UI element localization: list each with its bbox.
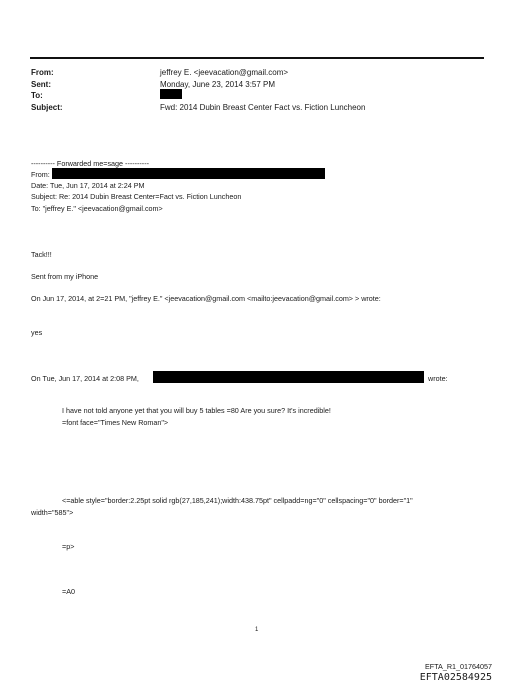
table-markup-line-1: <=able style="border:2.25pt solid rgb(27,185,241);width:438.75pt" cellpadd=ng="0" cellspacing="0" border="1" bbox=[62, 496, 413, 505]
subject-value: Fwd: 2014 Dubin Breast Center Fact vs. Fiction Luncheon bbox=[160, 103, 366, 112]
forwarded-from-redaction bbox=[52, 168, 325, 179]
a0-text: =A0 bbox=[62, 587, 75, 596]
reply-sender-redaction bbox=[153, 371, 424, 383]
subject-label: Subject: bbox=[31, 103, 63, 112]
sent-value: Monday, June 23, 2014 3:57 PM bbox=[160, 80, 276, 89]
tack-text: Tack!!! bbox=[31, 250, 52, 259]
header-divider bbox=[30, 57, 484, 59]
p-tag-text: =p> bbox=[62, 542, 75, 551]
quoted-line-1: I have not told anyone yet that you will buy 5 tables =80 Are you sure? It's incredible! bbox=[62, 406, 331, 415]
page-number: 1 bbox=[255, 627, 259, 633]
forwarded-separator: ---------- Forwarded me=sage ---------- bbox=[31, 159, 149, 168]
forwarded-date: Date: Tue, Jun 17, 2014 at 2:24 PM bbox=[31, 181, 145, 190]
forwarded-to: To: "jeffrey E." <jeevacation@gmail.com> bbox=[31, 204, 163, 213]
yes-text: yes bbox=[31, 328, 43, 337]
forwarded-from-label: From: bbox=[31, 170, 50, 179]
from-label: From: bbox=[31, 68, 54, 77]
reply-header-tue-suffix: wrote: bbox=[428, 374, 448, 383]
quoted-line-2: =font face="Times New Roman"> bbox=[62, 418, 169, 427]
sent-label: Sent: bbox=[31, 80, 51, 89]
to-label: To: bbox=[31, 91, 43, 100]
from-value: jeffrey E. <jeevacation@gmail.com> bbox=[160, 68, 289, 77]
forwarded-subject: Subject: Re: 2014 Dubin Breast Center=Fact vs. Fiction Luncheon bbox=[31, 192, 242, 201]
to-redaction bbox=[160, 89, 182, 99]
reply-header-tue-prefix: On Tue, Jun 17, 2014 at 2:08 PM, bbox=[31, 374, 139, 383]
reply-header-jun-17: On Jun 17, 2014, at 2=21 PM, "jeffrey E." <jeevacation@gmail.com <mailto:jeevacation@gmail.com> > wrote: bbox=[31, 294, 381, 303]
sent-from-iphone: Sent from my iPhone bbox=[31, 272, 99, 281]
footer-id-1: EFTA_R1_01764057 bbox=[425, 662, 492, 671]
footer-id-2: EFTA02584925 bbox=[419, 672, 492, 683]
table-markup-line-2: width="585"> bbox=[31, 508, 74, 517]
